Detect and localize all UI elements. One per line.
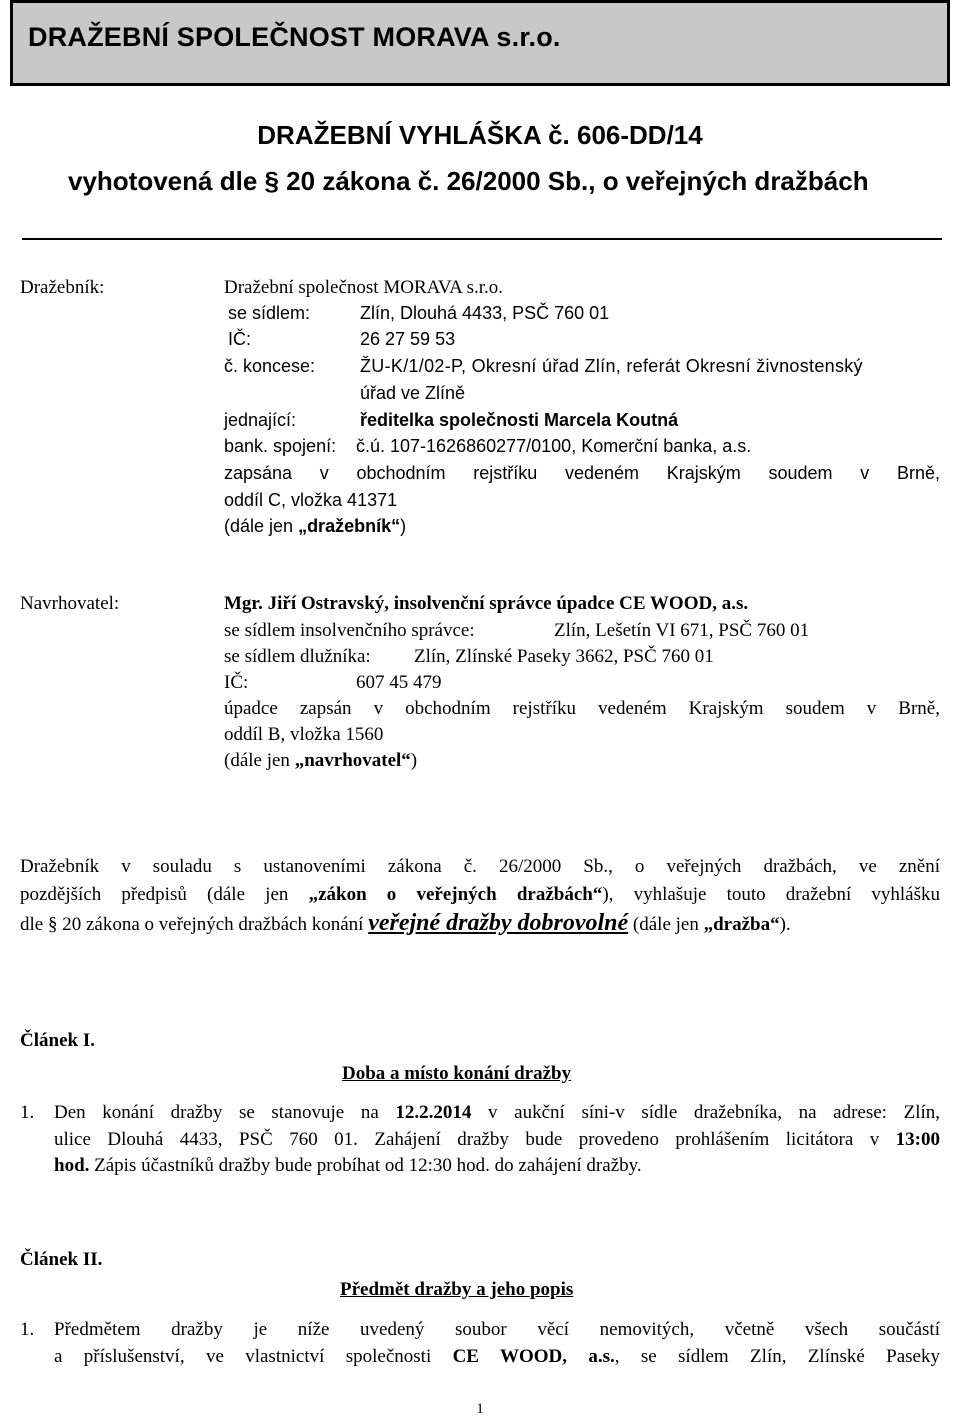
clanek2-heading: Článek II. [20, 1249, 103, 1270]
drazebnik-ic-label: IČ: [228, 329, 252, 349]
drazebnik-sidlo-label: se sídlem: [228, 303, 311, 323]
drazebnik-bank-value: č.ú. 107-1626860277/0100, Komerční banka, a.s. [356, 436, 752, 456]
navrhovatel-ic-label: IČ: [224, 672, 249, 693]
navrhovatel-sidlo-dluznika-label: se sídlem dlužníka: [224, 646, 371, 667]
clanek2-line1: Předmětem dražby je níže uvedený soubor věcí nemovitých, včetně všech součástí [54, 1319, 940, 1340]
intro-line1: Dražebník v souladu s ustanoveními zákona č. 26/2000 Sb., o veřejných dražbách, ve znění [20, 856, 940, 877]
navrhovatel-name: Mgr. Jiří Ostravský, insolvenční správce úpadce CE WOOD, a.s. [224, 593, 749, 614]
drazebnik-jednajici-value: ředitelka společnosti Marcela Koutná [360, 410, 679, 430]
navrhovatel-label: Navrhovatel: [20, 593, 120, 614]
drazebnik-zapsana-line2: oddíl C, vložka 41371 [224, 490, 398, 510]
drazebnik-zapsana-line1: zapsána v obchodním rejstříku vedeném Krajským soudem v Brně, [224, 463, 940, 483]
document-title: DRAŽEBNÍ VYHLÁŠKA č. 606-DD/14 [257, 120, 703, 150]
divider [22, 238, 942, 240]
navrhovatel-dale-jen: (dále jen „navrhovatel“) [224, 750, 418, 771]
clanek1-heading: Článek I. [20, 1030, 95, 1051]
document-subtitle: vyhotovená dle § 20 zákona č. 26/2000 Sb., o veřejných dražbách [68, 166, 869, 196]
clanek1-line3: hod. Zápis účastníků dražby bude probíhat od 12:30 hod. do zahájení dražby. [54, 1155, 642, 1176]
clanek1-subheading: Doba a místo konání dražby [342, 1063, 572, 1084]
drazebnik-koncese-value: ŽU-K/1/02-P, Okresní úřad Zlín, referát Okresní živnostenský [360, 356, 863, 376]
drazebnik-dale-jen: (dále jen „dražebník“) [224, 516, 407, 536]
drazebnik-name: Dražební společnost MORAVA s.r.o. [224, 277, 504, 298]
drazebnik-jednajici-label: jednající: [224, 410, 297, 430]
navrhovatel-sidlo-spravce-value: Zlín, Lešetín VI 671, PSČ 760 01 [554, 620, 810, 641]
intro-line3: dle § 20 zákona o veřejných dražbách konání veřejné dražby dobrovolné (dále jen „dražba“). [20, 910, 791, 936]
intro-line2: pozdějších předpisů (dále jen „zákon o veřejných dražbách“), vyhlašuje touto dražební vyhlášku [20, 884, 940, 905]
clanek1-item-number: 1. [20, 1102, 35, 1123]
clanek1-line1: Den konání dražby se stanovuje na 12.2.2014 v aukční síni-v sídle dražebníka, na adrese: Zlín, [54, 1102, 941, 1123]
clanek2-subheading: Předmět dražby a jeho popis [340, 1279, 574, 1300]
navrhovatel-ic-value: 607 45 479 [356, 672, 442, 693]
clanek1-line2: ulice Dlouhá 4433, PSČ 760 01. Zahájení dražby bude provedeno prohlášením licitátora v 13:00 [54, 1129, 940, 1150]
drazebnik-koncese-label: č. koncese: [224, 356, 316, 376]
drazebnik-ic-value: 26 27 59 53 [360, 329, 456, 349]
clanek2-line2: a příslušenství, ve vlastnictví společnosti CE WOOD, a.s., se sídlem Zlín, Zlínské Paseky [54, 1346, 940, 1367]
navrhovatel-sidlo-dluznika-value: Zlín, Zlínské Paseky 3662, PSČ 760 01 [414, 646, 714, 667]
navrhovatel-sidlo-spravce-label: se sídlem insolvenčního správce: [224, 620, 475, 641]
page-number: 1 [476, 1401, 484, 1417]
company-name: DRAŽEBNÍ SPOLEČNOST MORAVA s.r.o. [28, 22, 561, 52]
drazebnik-sidlo-value: Zlín, Dlouhá 4433, PSČ 760 01 [360, 303, 610, 323]
navrhovatel-upadce-line1: úpadce zapsán v obchodním rejstříku vedeném Krajským soudem v Brně, [224, 698, 940, 719]
clanek2-item-number: 1. [20, 1319, 35, 1340]
drazebnik-label: Dražebník: [20, 277, 105, 298]
drazebnik-bank-label: bank. spojení: [224, 436, 337, 456]
drazebnik-koncese-value-2: úřad ve Zlíně [360, 383, 466, 403]
navrhovatel-upadce-line2: oddíl B, vložka 1560 [224, 724, 384, 745]
